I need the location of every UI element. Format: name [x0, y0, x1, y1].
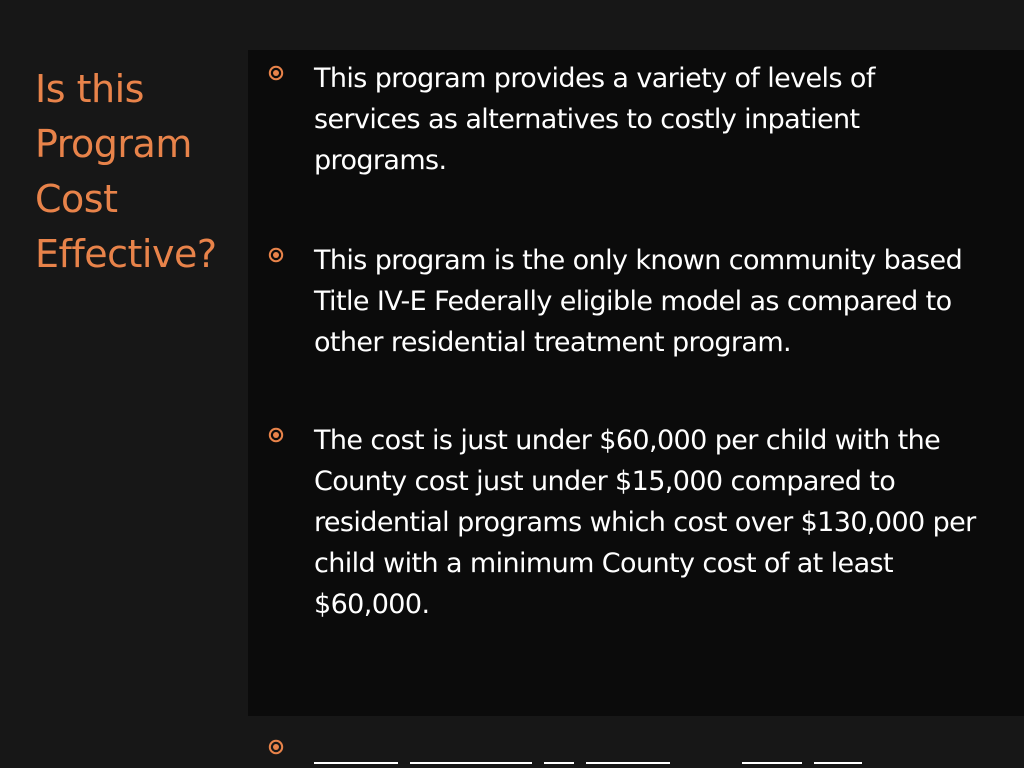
bullet-line: This program provides a variety of levels of [314, 63, 875, 94]
bullet-text [314, 58, 875, 181]
text-underline [410, 762, 532, 764]
slide-title-line: Effective? [35, 232, 217, 276]
bullet-text [314, 240, 962, 363]
text-underline [814, 762, 862, 764]
circle-dot-bullet-icon [268, 247, 284, 263]
text-underline [544, 762, 574, 764]
cutoff-text-underlines [314, 762, 862, 764]
circle-dot-bullet-icon [268, 427, 284, 443]
slide-title [35, 62, 235, 282]
bullet-line: This program is the only known community based [314, 245, 963, 276]
circle-dot-bullet-icon [268, 739, 284, 755]
bullet-line: residential programs which cost over $130,000 per [314, 507, 976, 538]
bullet-line: services as alternatives to costly inpatient [314, 104, 860, 135]
bullet-line: Title IV-E Federally eligible model as compared to [314, 286, 952, 317]
slide-title-line: Program [35, 122, 192, 166]
bullet-line: The cost is just under $60,000 per child with the [314, 425, 941, 456]
text-underline [742, 762, 802, 764]
text-underline [314, 762, 398, 764]
bullet-item-partial [262, 732, 982, 764]
bullet-item [262, 420, 982, 625]
bullet-line: County cost just under $15,000 compared to [314, 466, 896, 497]
bullet-line: child with a minimum County cost of at least [314, 548, 893, 579]
bullet-line: programs. [314, 145, 447, 176]
slide-title-line: Cost [35, 177, 118, 221]
circle-dot-bullet-icon [268, 65, 284, 81]
bullet-line: $60,000. [314, 589, 430, 620]
bullet-line: other residential treatment program. [314, 327, 792, 358]
bullet-item [262, 240, 982, 363]
bullet-item [262, 58, 982, 181]
bullet-text [314, 420, 976, 625]
text-underline [586, 762, 670, 764]
slide-title-line: Is this [35, 67, 144, 111]
